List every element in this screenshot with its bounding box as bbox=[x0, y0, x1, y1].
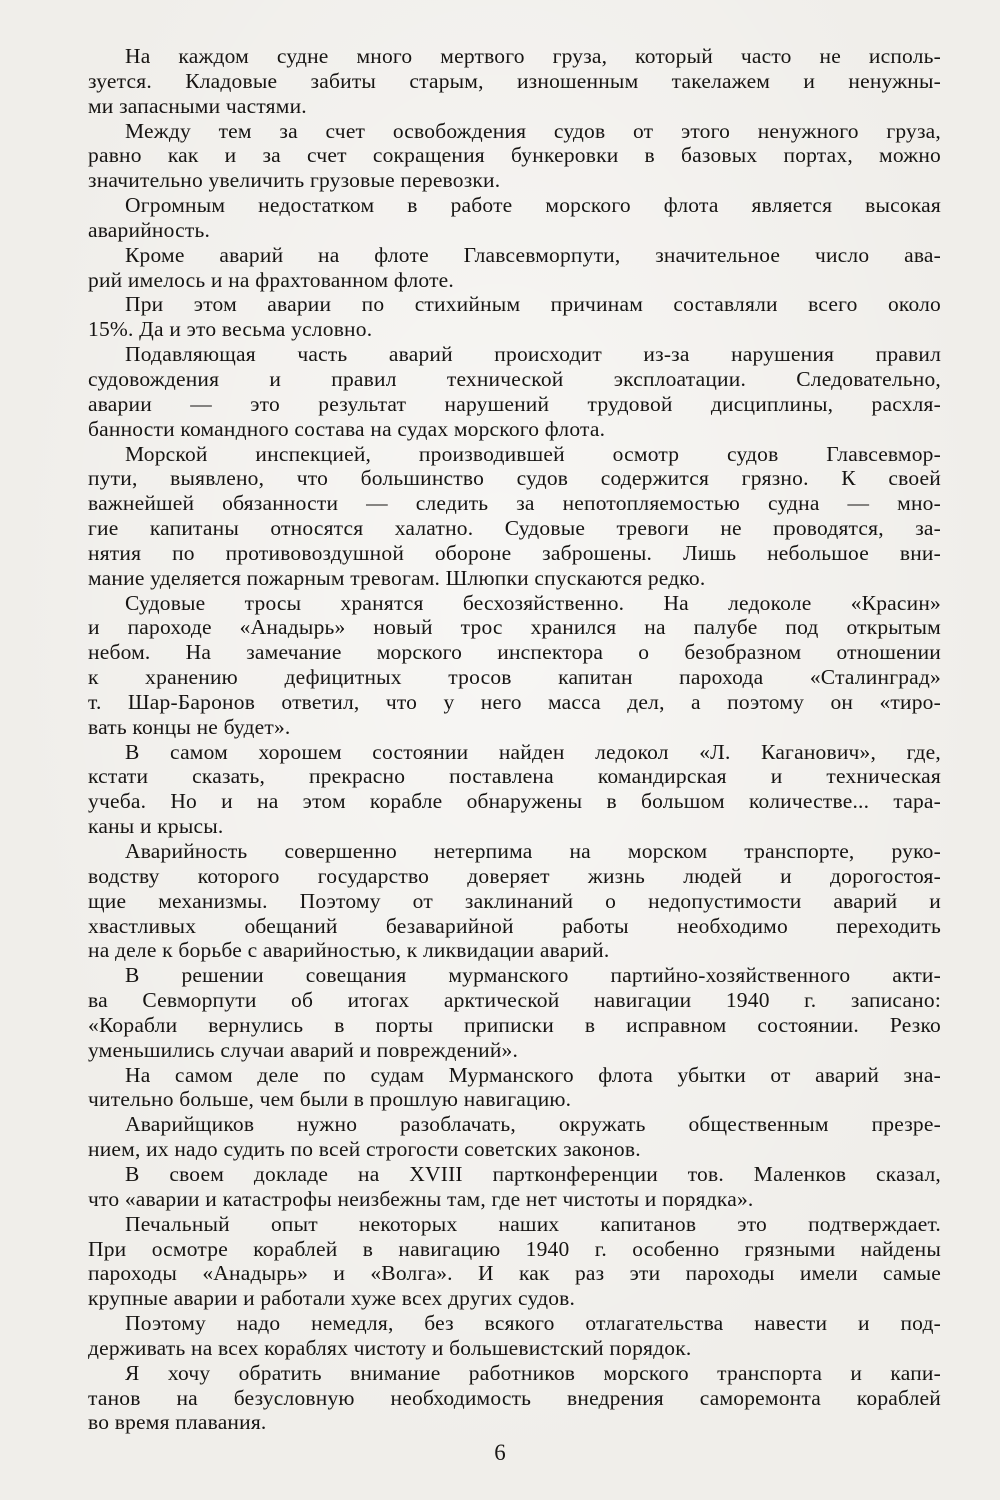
text-line: Я хочу обратить внимание работников морского транспорта и капи- bbox=[125, 1360, 941, 1385]
text-line: аварийность. bbox=[88, 217, 211, 242]
text-line: к хранению дефицитных тросов капитан парохода «Сталинград» bbox=[88, 665, 941, 690]
paragraph bbox=[88, 1212, 941, 1311]
paragraph bbox=[88, 44, 941, 119]
paragraph bbox=[88, 1063, 941, 1113]
text-line: держивать на всех кораблях чистоту и большевистский порядок. bbox=[88, 1335, 692, 1360]
text-line: важнейшей обязанности — следить за непотопляемостью судна — мно- bbox=[88, 491, 941, 516]
paragraph bbox=[88, 839, 941, 963]
text-line: т. Шар-Баронов ответил, что у него масса дел, а поэтому он «тиро- bbox=[88, 689, 941, 714]
text-line: Кроме аварий на флоте Главсевморпути, значительное число ава- bbox=[125, 242, 941, 267]
text-line: танов на безусловную необходимость внедрения саморемонта кораблей bbox=[88, 1385, 941, 1410]
paragraph bbox=[88, 292, 941, 342]
text-line: Печальный опыт некоторых наших капитанов это подтверждает. bbox=[125, 1211, 941, 1236]
text-line: щие механизмы. Поэтому от заклинаний о недопустимости аварий и bbox=[88, 888, 941, 913]
text-line: аварии — это результат нарушений трудовой дисциплины, расхля- bbox=[88, 391, 941, 416]
text-line: В своем докладе на XVIII партконференции тов. Маленков сказал, bbox=[125, 1161, 941, 1186]
text-line: ва Севморпути об итогах арктической навигации 1940 г. записано: bbox=[88, 988, 941, 1013]
text-line: каны и крысы. bbox=[88, 814, 224, 839]
text-line: равно как и за счет сокращения бункеровки в базовых портах, можно bbox=[88, 143, 941, 168]
text-line: значительно увеличить грузовые перевозки. bbox=[88, 168, 501, 193]
text-line: При осмотре кораблей в навигацию 1940 г. особенно грязными найдены bbox=[88, 1236, 941, 1261]
text-line: уменьшились случаи аварий и повреждений». bbox=[88, 1037, 519, 1062]
text-line: Морской инспекцией, производившей осмотр судов Главсевмор- bbox=[125, 441, 941, 466]
text-line: зуется. Кладовые забиты старым, изношенным такелажем и ненужны- bbox=[88, 68, 941, 93]
paragraph bbox=[88, 1162, 941, 1212]
paragraph bbox=[88, 591, 941, 740]
text-line: на деле к борьбе с аварийностью, к ликвидации аварий. bbox=[88, 938, 610, 963]
text-line: В решении совещания мурманского партийно-хозяйственного акти- bbox=[125, 963, 941, 988]
text-line: Аварийщиков нужно разоблачать, окружать общественным презре- bbox=[125, 1112, 941, 1137]
paragraph bbox=[88, 243, 941, 293]
text-line: Аварийность совершенно нетерпима на морском транспорте, руко- bbox=[125, 839, 941, 863]
page-number: 6 bbox=[494, 1440, 506, 1465]
text-line: чительно больше, чем были в прошлую навигацию. bbox=[88, 1087, 572, 1112]
paragraph bbox=[88, 963, 941, 1062]
paragraph bbox=[88, 193, 941, 243]
text-line: нятия по противовоздушной обороне заброшены. Лишь небольшое вни- bbox=[88, 540, 941, 565]
text-line: нием, их надо судить по всей строгости советских законов. bbox=[88, 1137, 641, 1162]
text-block bbox=[88, 44, 941, 1435]
paragraph bbox=[88, 442, 941, 591]
text-line: хвастливых обещаний безаварийной работы необходимо переходить bbox=[88, 913, 941, 938]
text-line: При этом аварии по стихийным причинам составляли всего около bbox=[125, 292, 941, 317]
text-line: во время плавания. bbox=[88, 1410, 267, 1435]
text-line: гие капитаны относятся халатно. Судовые тревоги не проводятся, за- bbox=[88, 516, 941, 541]
text-line: кстати сказать, прекрасно поставлена командирская и техническая bbox=[88, 764, 941, 789]
text-line: 15%. Да и это весьма условно. bbox=[88, 317, 373, 342]
text-line: пути, выявлено, что большинство судов содержится грязно. К своей bbox=[88, 466, 941, 491]
text-line: и пароходе «Анадырь» новый трос хранился на палубе под открытым bbox=[88, 615, 941, 640]
text-line: Подавляющая часть аварий происходит из-за нарушения правил bbox=[125, 342, 941, 367]
paragraph bbox=[88, 342, 941, 441]
text-line: На самом деле по судам Мурманского флота убытки от аварий зна- bbox=[125, 1062, 941, 1087]
text-line: водству которого государство доверяет жизнь людей и дорогостоя- bbox=[88, 863, 941, 888]
text-line: небом. На замечание морского инспектора о безобразном отношении bbox=[88, 640, 941, 665]
text-line: Судовые тросы хранятся бесхозяйственно. На ледоколе «Красин» bbox=[125, 590, 941, 615]
paragraph bbox=[88, 1311, 941, 1361]
paragraph bbox=[88, 740, 941, 839]
text-line: На каждом судне много мертвого груза, который часто не исполь- bbox=[125, 44, 941, 68]
text-line: что «аварии и катастрофы неизбежны там, где нет чистоты и порядка». bbox=[88, 1186, 754, 1211]
paragraph bbox=[88, 1112, 941, 1162]
text-line: Между тем за счет освобождения судов от этого ненужного груза, bbox=[125, 118, 941, 143]
text-line: банности командного состава на судах морского флота. bbox=[88, 416, 606, 441]
paragraph bbox=[88, 119, 941, 194]
text-line: «Корабли вернулись в порты приписки в исправном состоянии. Резко bbox=[88, 1012, 941, 1037]
text-line: судовождения и правил технической эксплоатации. Следовательно, bbox=[88, 366, 941, 391]
text-line: ми запасными частями. bbox=[88, 93, 307, 118]
paragraph bbox=[88, 1361, 941, 1436]
text-line: В самом хорошем состоянии найден ледокол «Л. Каганович», где, bbox=[125, 739, 941, 764]
text-line: учеба. Но и на этом корабле обнаружены в большом количестве... тара- bbox=[88, 789, 941, 814]
text-line: крупные аварии и работали хуже всех других судов. bbox=[88, 1286, 576, 1311]
text-line: Огромным недостатком в работе морского флота является высокая bbox=[125, 193, 941, 218]
text-line: мание уделяется пожарным тревогам. Шлюпки спускаются редко. bbox=[88, 565, 706, 590]
text-line: рий имелось и на фрахтованном флоте. bbox=[88, 267, 454, 292]
text-line: Поэтому надо немедля, без всякого отлагательства навести и под- bbox=[125, 1311, 941, 1336]
text-line: вать концы не будет». bbox=[88, 714, 291, 739]
text-line: пароходы «Анадырь» и «Волга». И как раз эти пароходы имели самые bbox=[88, 1261, 941, 1286]
